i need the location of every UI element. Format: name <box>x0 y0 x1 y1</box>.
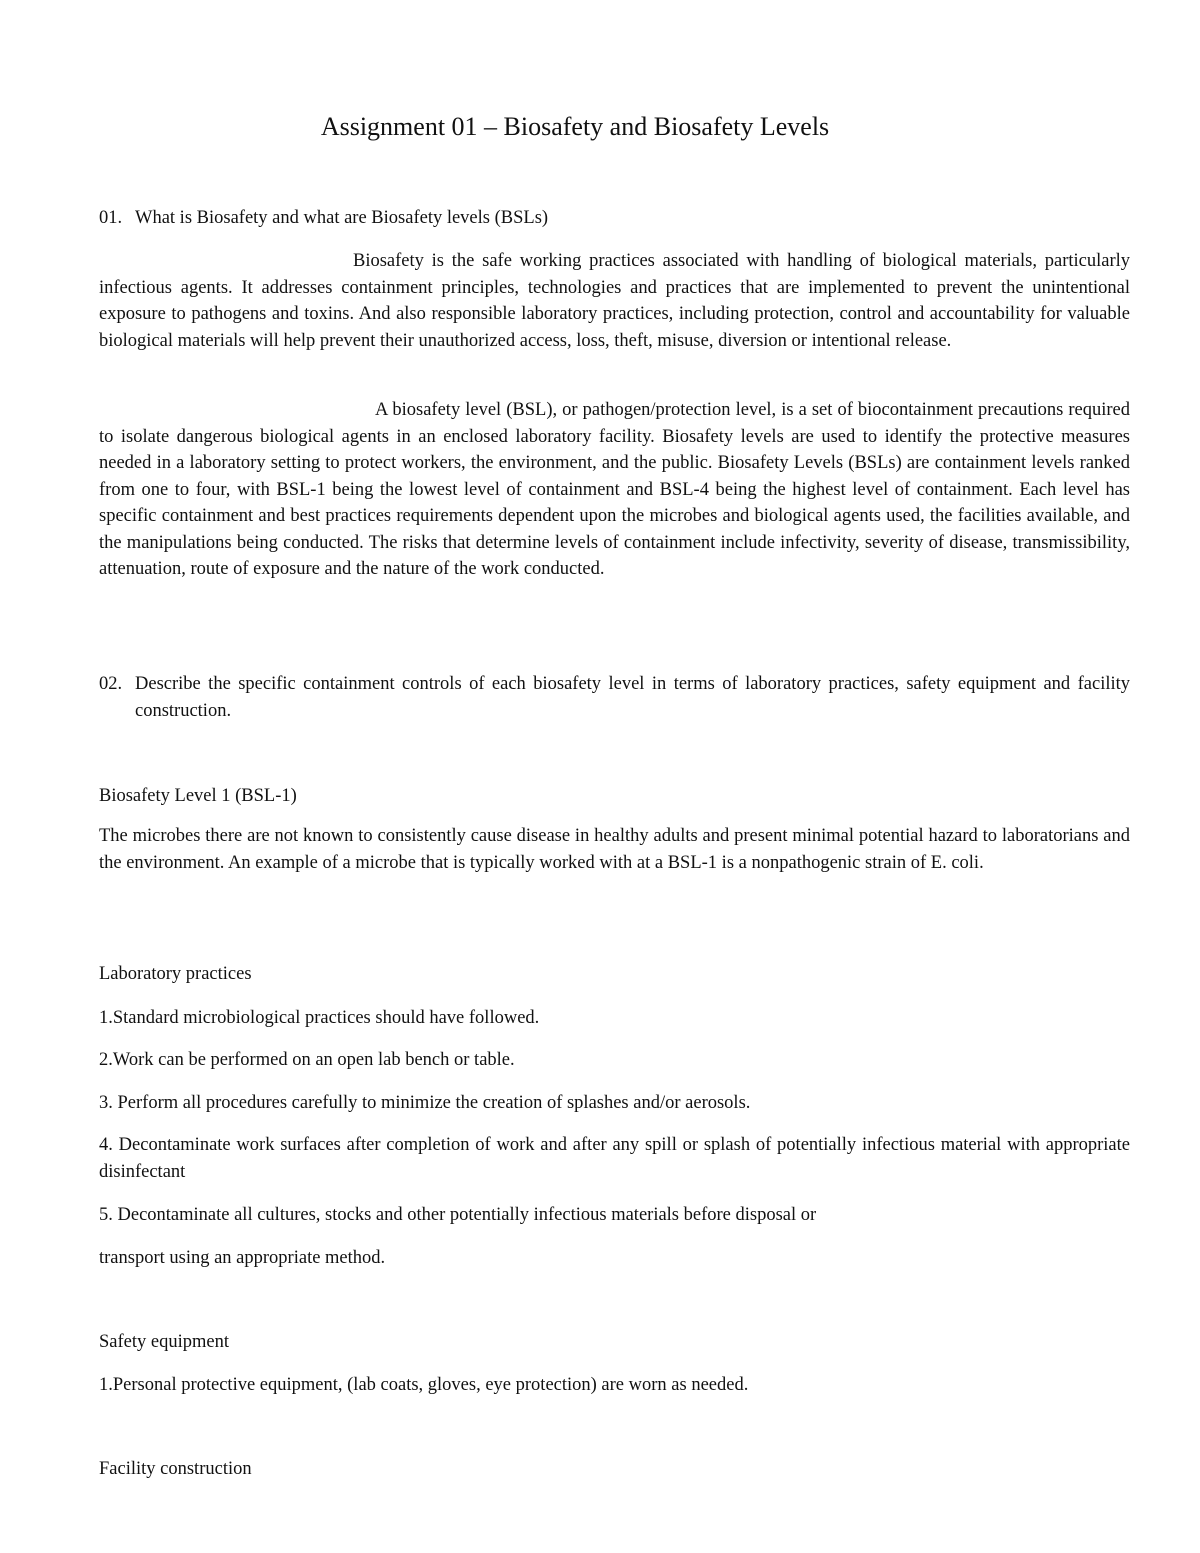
question-text: Describe the specific containment controls of each biosafety level in terms of laboratory practices, safety equipment and facility construction. <box>135 674 1130 721</box>
list-item: 1.Personal protective equipment, (lab coats, gloves, eye protection) are worn as needed. <box>99 1375 749 1395</box>
subheading-safety-equipment: Safety equipment <box>99 1332 229 1352</box>
paragraph-bsl1-description: The microbes there are not known to consistently cause disease in healthy adults and present minimal potential hazard to laboratorians and the environment. An example of a microbe that is typically worked with at a BSL-1 is a nonpathogenic strain of E. coli. <box>99 826 1130 873</box>
list-item: 5. Decontaminate all cultures, stocks and other potentially infectious materials before disposal or <box>99 1205 817 1225</box>
question-number: 01. <box>99 208 123 228</box>
paragraph-bsl-definition: A biosafety level (BSL), or pathogen/protection level, is a set of biocontainment precautions required to isolate dangerous biological agents in an enclosed laboratory facility. Biosafety levels are used to identify the protective measures needed in a laboratory setting to protect workers, the environment, and the public. Biosafety Levels (BSLs) are containment levels ranked from one to four, with BSL-1 being the lowest level of containment and BSL-4 being the highest level of containment. Each level has specific containment and best practices requirements dependent upon the microbes and biological agents used, the facilities available, and the manipulations being conducted. The risks that determine levels of containment include infectivity, severity of disease, transmissibility, attenuation, route of exposure and the nature of the work conducted. <box>99 400 1130 579</box>
list-item: 3. Perform all procedures carefully to minimize the creation of splashes and/or aerosols. <box>99 1093 751 1113</box>
list-item: 2.Work can be performed on an open lab bench or table. <box>99 1050 515 1070</box>
subheading-facility-construction: Facility construction <box>99 1459 252 1479</box>
question-number: 02. <box>99 674 123 694</box>
page-title: Assignment 01 – Biosafety and Biosafety Levels <box>320 112 830 141</box>
paragraph-biosafety-definition: Biosafety is the safe working practices associated with handling of biological materials, particularly infectious agents. It addresses containment principles, technologies and practices that are implemented to prevent the unintentional exposure to pathogens and toxins. And also responsible laboratory practices, including protection, control and accountability for valuable biological materials will help prevent their unauthorized access, loss, theft, misuse, diversion or intentional release. <box>99 251 1130 351</box>
question-text: What is Biosafety and what are Biosafety levels (BSLs) <box>135 208 549 228</box>
list-item: 1.Standard microbiological practices should have followed. <box>99 1008 540 1028</box>
list-item: transport using an appropriate method. <box>99 1248 386 1268</box>
subheading-lab-practices: Laboratory practices <box>99 964 252 984</box>
question-2 <box>99 671 1130 724</box>
section-heading-bsl1: Biosafety Level 1 (BSL-1) <box>99 786 297 806</box>
question-1 <box>99 205 1130 232</box>
list-item: 4. Decontaminate work surfaces after completion of work and after any spill or splash of potentially infectious material with appropriate disinfectant <box>99 1135 1130 1182</box>
